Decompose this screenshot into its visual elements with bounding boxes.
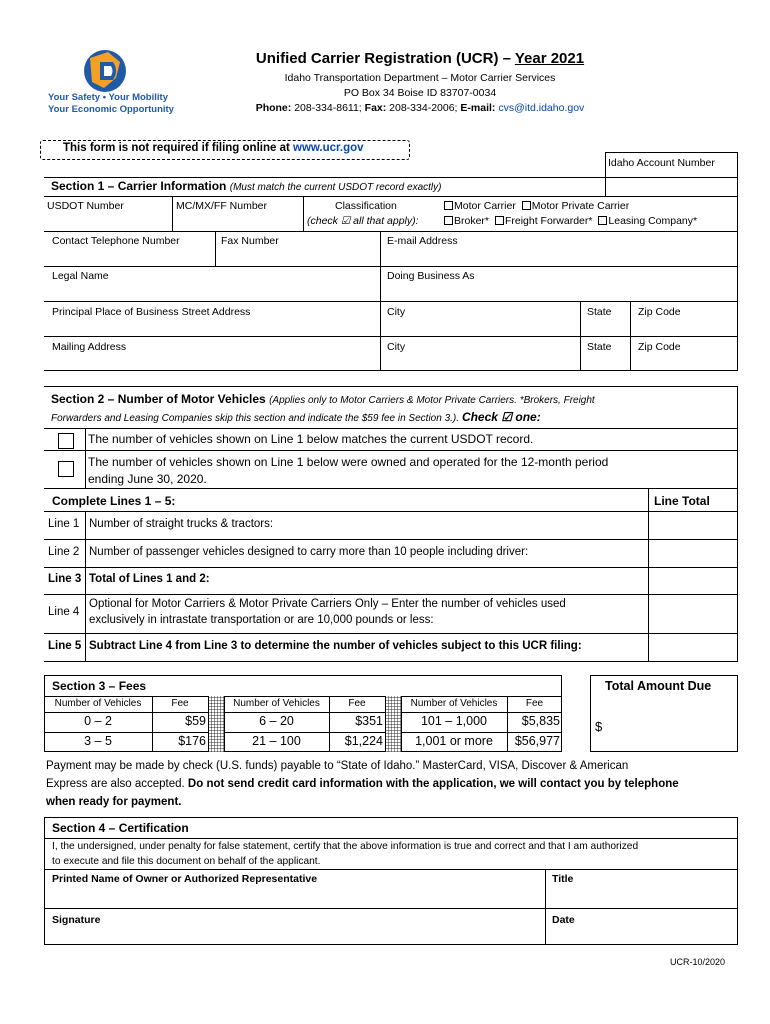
mailing-zip-label: Zip Code	[638, 341, 681, 353]
fee-range: 0 – 2	[84, 714, 112, 728]
section2-subheading	[51, 410, 541, 424]
address-line: PO Box 34 Boise ID 83707-0034	[343, 87, 497, 99]
fee-divider-1	[208, 696, 224, 752]
line5-text: Subtract Line 4 from Line 3 to determine the number of vehicles subject to this UCR filing:	[89, 640, 582, 652]
option2-text-b: ending June 30, 2020.	[88, 472, 207, 486]
payment-line-1: Payment may be made by check (U.S. funds) payable to “State of Idaho.” MasterCard, VISA, Discover & American	[46, 760, 629, 772]
fax-field-label: Fax Number	[221, 235, 279, 247]
fee-amount: $56,977	[514, 734, 560, 748]
section1-note: (Must match the current USDOT record exactly)	[229, 182, 442, 193]
fee-amount: $5,835	[521, 714, 560, 728]
option1-checkbox[interactable]	[58, 433, 74, 449]
title-field-label: Title	[552, 873, 574, 885]
fee-amount: $176	[178, 734, 206, 748]
principal-city-label: City	[387, 306, 406, 318]
line2-text: Number of passenger vehicles designed to carry more than 10 people including driver:	[89, 546, 529, 558]
complete-lines-label: Complete Lines 1 – 5:	[52, 494, 176, 508]
line3-text: Total of Lines 1 and 2:	[89, 573, 210, 585]
email-label: E-mail:	[460, 102, 496, 114]
dept-line: Idaho Transportation Department – Motor Carrier Services	[284, 72, 556, 84]
logo-tagline-1: Your Safety • Your Mobility	[48, 92, 168, 103]
fee-amount: $351	[355, 714, 383, 728]
line4-num: Line 4	[48, 606, 80, 618]
line3-num: Line 3	[48, 573, 82, 585]
section3-title: Section 3 – Fees	[52, 679, 147, 693]
fee-header-vehicles-3: Number of Vehicles	[410, 698, 498, 709]
fax-value: 208-334-2006;	[386, 102, 461, 114]
line4-text-a: Optional for Motor Carriers & Motor Private Carriers Only – Enter the number of vehicles used	[89, 598, 566, 610]
line5-num: Line 5	[48, 640, 82, 652]
total-due-dollar: $	[595, 719, 603, 734]
fee-header-vehicles-2: Number of Vehicles	[233, 698, 320, 709]
section2-heading	[51, 392, 595, 406]
certification-text-1: I, the undersigned, under penalty for false statement, certify that the above information is true and correct and that I am authorized	[52, 841, 639, 852]
fee-range: 3 – 5	[84, 734, 112, 748]
mailing-address-label: Mailing Address	[52, 341, 127, 353]
fee-range: 6 – 20	[259, 714, 294, 728]
check-all-label: (check ☑ all that apply):	[307, 215, 419, 227]
line4-text-b: exclusively in intrastate transportation or are 10,000 pounds or less:	[89, 614, 434, 626]
fee-range: 21 – 100	[252, 734, 301, 748]
email-link[interactable]: cvs@itd.idaho.gov	[498, 102, 585, 114]
logo-tagline-2: Your Economic Opportunity	[48, 104, 174, 115]
phone-field-label: Contact Telephone Number	[52, 235, 180, 247]
fee-header-vehicles-1: Number of Vehicles	[54, 698, 142, 709]
form-number: UCR-10/2020	[670, 957, 726, 967]
phone-value: 208-334-8611;	[291, 102, 365, 114]
option2-text-a: The number of vehicles shown on Line 1 below were owned and operated for the 12-month period	[88, 455, 609, 469]
printed-name-label: Printed Name of Owner or Authorized Representative	[52, 873, 318, 885]
motor-private-checkbox[interactable]	[522, 201, 531, 210]
option1-text: The number of vehicles shown on Line 1 below matches the current USDOT record.	[88, 432, 534, 446]
motor-private-label: Motor Private Carrier	[531, 200, 630, 212]
notice-text: This form is not required if filing online at	[63, 142, 294, 154]
broker-label: Broker*	[454, 215, 490, 227]
motor-carrier-label: Motor Carrier	[454, 200, 516, 212]
option2-checkbox[interactable]	[58, 461, 74, 477]
phone-label: Phone:	[255, 102, 292, 114]
dba-label: Doing Business As	[387, 270, 475, 282]
payment-line-2a: Express are also accepted.	[46, 778, 188, 790]
line1-num: Line 1	[48, 518, 80, 530]
section2-title: Section 2 – Number of Motor Vehicles	[51, 392, 266, 406]
mailing-state-label: State	[587, 341, 612, 353]
motor-carrier-checkbox[interactable]	[444, 201, 453, 210]
line2-num: Line 2	[48, 546, 80, 558]
leasing-label: Leasing Company*	[608, 215, 698, 227]
contact-line	[0, 102, 770, 114]
principal-zip-label: Zip Code	[638, 306, 681, 318]
idaho-account-label: Idaho Account Number	[608, 157, 715, 169]
fee-header-fee-2: Fee	[348, 698, 366, 709]
mailing-city-label: City	[387, 341, 406, 353]
online-notice	[40, 140, 410, 160]
fee-header-fee-1: Fee	[171, 698, 189, 709]
section4-title: Section 4 – Certification	[52, 821, 189, 835]
section1-title: Section 1 – Carrier Information	[51, 179, 227, 193]
classification-label: Classification	[335, 200, 397, 212]
fee-divider-2	[385, 696, 401, 752]
section2-note-1: (Applies only to Motor Carriers & Motor Private Carriers. *Brokers, Freight	[269, 395, 595, 406]
email-field-label: E-mail Address	[387, 235, 458, 247]
principal-state-label: State	[587, 306, 612, 318]
class-row-2	[444, 215, 697, 227]
section2-note-2: Forwarders and Leasing Companies skip this section and indicate the $59 fee in Section 3.).	[51, 413, 460, 424]
payment-line-3: when ready for payment.	[46, 796, 182, 808]
ucr-link[interactable]: www.ucr.gov	[293, 142, 364, 154]
class-row-1	[444, 200, 629, 212]
payment-line-2b: Do not send credit card information with the application, we will contact you by telephone	[187, 778, 679, 790]
broker-checkbox[interactable]	[444, 216, 453, 225]
fee-amount: $59	[185, 714, 206, 728]
check-one-label: Check ☑ one:	[461, 410, 541, 424]
payment-line-2	[46, 778, 679, 790]
legal-name-label: Legal Name	[52, 270, 109, 282]
title-main: Unified Carrier Registration (UCR) –	[255, 50, 515, 67]
fee-amount: $1,224	[344, 734, 383, 748]
fee-range: 101 – 1,000	[420, 714, 488, 728]
certification-text-2: to execute and file this document on behalf of the applicant.	[52, 856, 321, 867]
signature-label: Signature	[52, 914, 101, 926]
line1-text: Number of straight trucks & tractors:	[89, 518, 274, 530]
title-year: Year 2021	[514, 50, 585, 67]
date-label: Date	[552, 914, 575, 926]
fax-label: Fax:	[364, 102, 387, 114]
leasing-checkbox[interactable]	[598, 216, 607, 225]
usdot-label: USDOT Number	[47, 200, 124, 212]
line-total-header: Line Total	[654, 494, 710, 508]
fee-header-fee-3: Fee	[525, 698, 544, 709]
page-title	[0, 50, 770, 67]
total-due-label: Total Amount Due	[605, 679, 712, 693]
section1-heading	[51, 179, 441, 193]
fee-range: 1,001 or more	[415, 734, 493, 748]
mcmx-label: MC/MX/FF Number	[176, 200, 268, 212]
freight-checkbox[interactable]	[495, 216, 504, 225]
principal-address-label: Principal Place of Business Street Address	[52, 306, 251, 318]
freight-label: Freight Forwarder*	[504, 215, 593, 227]
